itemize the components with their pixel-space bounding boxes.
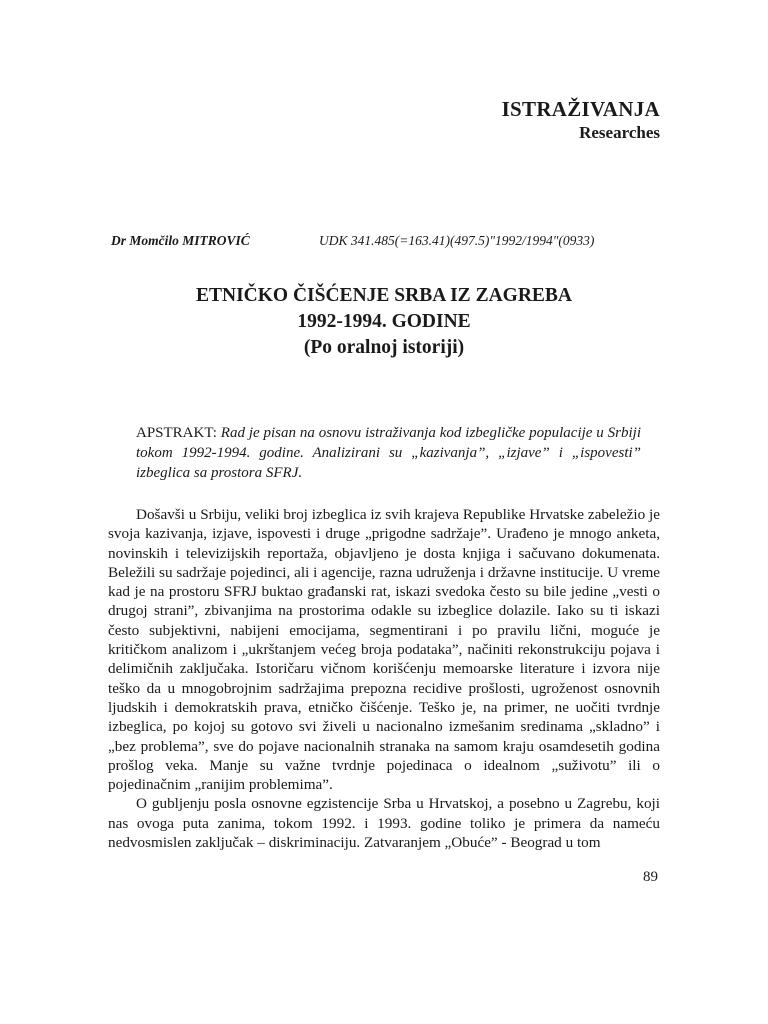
author-name: Dr Momčilo MITROVIĆ (111, 233, 250, 248)
section-header (502, 96, 660, 144)
abstract (136, 423, 641, 483)
udk-code: UDK 341.485(=163.41)(497.5)"1992/1994"(0933) (319, 233, 595, 248)
body-paragraph-1: Došavši u Srbiju, veliki broj izbeglica iz svih krajeva Republike Hrvatske zabeležio je svoja kazivanja, izjave, ispovesti i druge „prigodne sadržaje”. Urađeno je mnogo anketa, novinskih i televizijskih reportaža, objavljeno je dosta knjiga i sačuvano dokumenata. Beležili su sadržaje pojedinci, ali i agencije, razna udruženja i državne institucije. U vreme kad je na prostoru SFRJ buktao građanski rat, iskazi svedoka često su bile jedine „vesti o drugoj strani”, zbivanjima na prostorima odakle su izbeglice dolazile. Iako su ti iskazi često subjektivni, nabijeni emocijama, segmentirani i po pravilu lični, moguće je kritičkom analizom i „ukrštanjem većeg broja podataka”, načiniti rekonstrukciju pojava i delimičnih zaključaka. Istoričaru vičnom korišćenju memoarske literature i izvora nije teško da u mnogobrojnim sadržajima prepozna recidive prošlosti, ugroženost osnovnih ljudskih i demokratskih prava, etničko čišćenje. Teško je, na primer, ne uočiti tvrdnje izbeglica, po kojoj su gotovo svi živeli u nacionalno izmešanim sredinama „skladno” i „bez problema”, sve do pojave nacionalnih stranaka na samom kraju osamdesetih godina prošlog veka. Manje su važne tvrdnje pojedinaca o idealnom „suživotu” ili o pojedinačnim „ranijim problemima”. (108, 506, 660, 794)
abstract-label: APSTRAKT: (136, 425, 217, 441)
body-paragraph-2: O gubljenju posla osnovne egzistencije Srba u Hrvatskoj, a posebno u Zagrebu, koji nas ovoga puta zanima, tokom 1992. i 1993. godine toliko je primera da nameću nedvosmislen zaključak – diskriminaciju. Zatvaranjem „Obuće” - Beograd u tom (108, 795, 660, 852)
section-subtitle: Researches (579, 123, 660, 142)
section-title: ISTRAŽIVANJA (501, 97, 660, 121)
article-body (108, 505, 660, 852)
abstract-text: Rad je pisan na osnovu istraživanja kod izbegličke populacije u Srbiji tokom 1992-1994. godine. Analizirani su „kazivanja”, „izjave” i „ispovesti” izbeglica sa prostora SFRJ. (136, 425, 641, 481)
page-number: 89 (643, 869, 658, 885)
title-line-1: ETNIČKO ČIŠĆENJE SRBA IZ ZAGREBA (195, 285, 572, 306)
article-title (108, 283, 660, 361)
title-line-3: (Po oralnoj istoriji) (303, 337, 465, 358)
title-line-2: 1992-1994. GODINE (297, 311, 471, 332)
